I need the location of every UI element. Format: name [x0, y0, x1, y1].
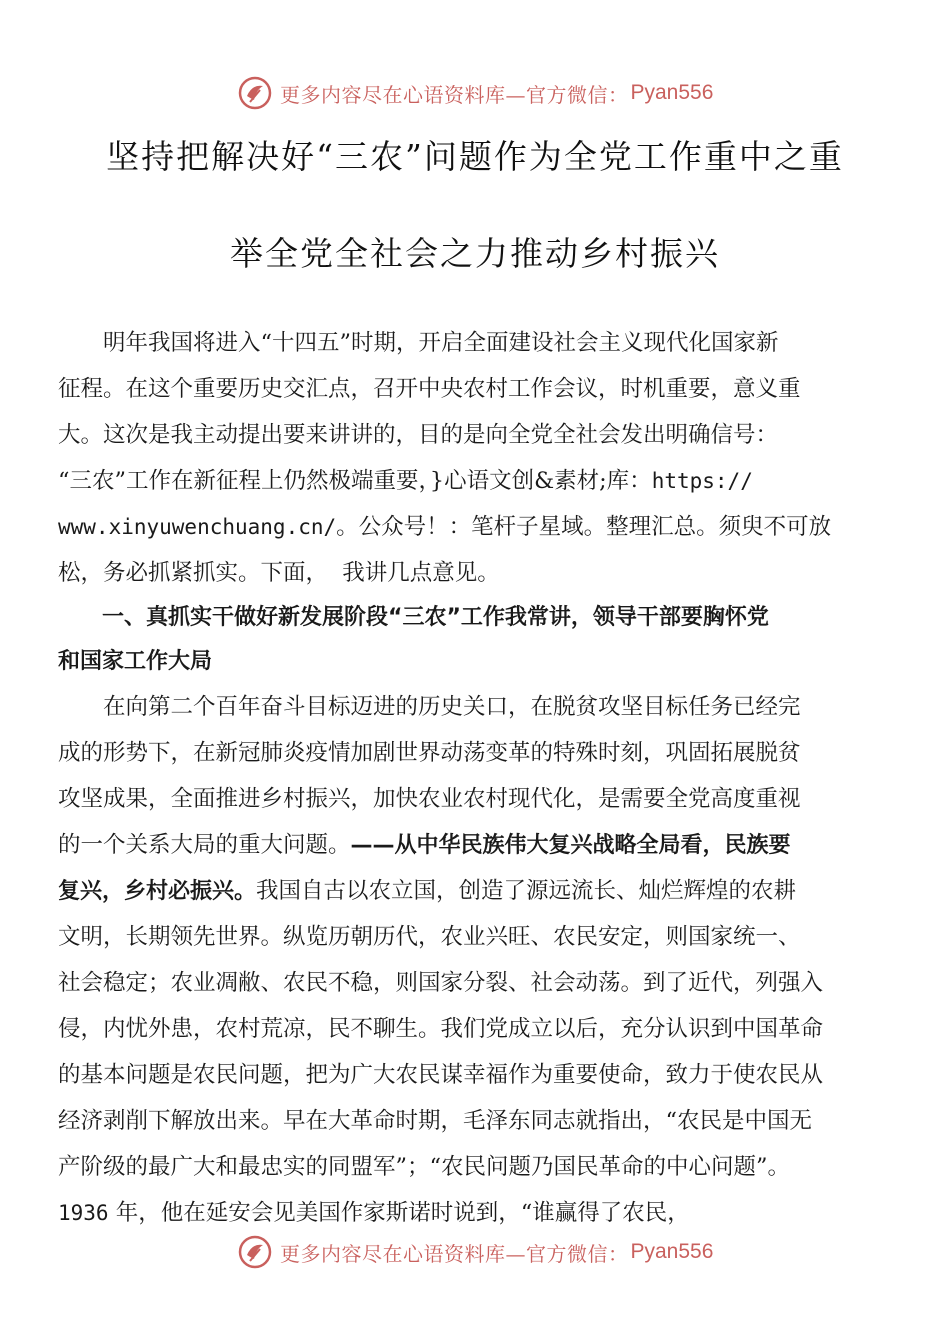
paragraph-2-line	[58, 1190, 900, 1236]
watermark-text: 更多内容尽在心语资料库—官方微信：	[280, 1241, 629, 1266]
logo-circle-icon	[238, 76, 272, 110]
paragraph-2-text: 我国自古以农立国，创造了源远流长、灿烂辉煌的农耕	[256, 878, 797, 904]
paragraph-2-line: 在向第二个百年奋斗目标迈进的历史关口，在脱贫攻坚目标任务已经完	[58, 694, 801, 720]
paragraph-1-line: 明年我国将进入“十四五”时期，开启全面建设社会主义现代化国家新	[58, 330, 779, 356]
emphasis-text: 复兴，乡村必振兴。	[58, 879, 257, 904]
paragraph-2-line: 的基本问题是农民问题，把为广大农民谋幸福作为重要使命，致力于使农民从	[58, 1062, 824, 1088]
paragraph-1-line	[58, 458, 900, 504]
paragraph-1-text: 。公众号！：笔杆子星域。整理汇总。须臾不可放	[336, 514, 832, 540]
document-body	[58, 320, 900, 1236]
paragraph-2-text: 年，他在延安会见美国作家斯诺时说到，“谁赢得了农民，	[108, 1200, 690, 1226]
paragraph-2-line: 攻坚成果，全面推进乡村振兴，加快农业农村现代化，是需要全党高度重视	[58, 786, 801, 812]
url-text: www.xinyuwenchuang.cn/	[58, 515, 337, 539]
document-title-line-2: 举全党全社会之力推动乡村振兴	[230, 234, 720, 273]
year-text: 1936	[58, 1201, 109, 1225]
paragraph-2-line: 经济剥削下解放出来。早在大革命时期，毛泽东同志就指出，“农民是中国无	[58, 1108, 813, 1134]
watermark-banner-top	[238, 73, 738, 113]
watermark-text: 更多内容尽在心语资料库—官方微信：	[280, 82, 629, 107]
paragraph-2-text: 的一个关系大局的重大问题。	[58, 832, 351, 858]
paragraph-1-line: 松，务必抓紧抓实。下面， 我讲几点意见。	[58, 560, 500, 586]
paragraph-2-line: 产阶级的最广大和最忠实的同盟军”；“农民问题乃国民革命的中心问题”。	[58, 1154, 791, 1180]
logo-circle-icon	[238, 1235, 272, 1269]
watermark-wechat-id: Pyan556	[630, 1240, 714, 1263]
paragraph-2-line: 文明，长期领先世界。纵览历朝历代，农业兴旺、农民安定，则国家统一、	[58, 924, 801, 950]
section-heading-line: 一、真抓实干做好新发展阶段“三农”工作我常讲，领导干部要胸怀党	[58, 605, 769, 630]
emphasis-text: ——从中华民族伟大复兴战略全局看，民族要	[350, 833, 791, 858]
url-text: https://	[651, 469, 753, 493]
document-title-line-1: 坚持把解决好“三农”问题作为全党工作重中之重	[106, 137, 844, 176]
paragraph-2-line: 侵，内忧外患，农村荒凉，民不聊生。我们党成立以后，充分认识到中国革命	[58, 1016, 824, 1042]
watermark-banner-bottom	[238, 1232, 738, 1272]
paragraph-1-text: “三农”工作在新征程上仍然极端重要，}心语文创&素材;库：	[58, 468, 652, 494]
paragraph-2-line: 社会稳定；农业凋敝、农民不稳，则国家分裂、社会动荡。到了近代，列强入	[58, 970, 824, 996]
paragraph-1-line: 征程。在这个重要历史交汇点，召开中央农村工作会议，时机重要，意义重	[58, 376, 801, 402]
section-heading-line: 和国家工作大局	[58, 649, 213, 674]
watermark-wechat-id: Pyan556	[630, 81, 714, 104]
paragraph-2-line	[58, 868, 900, 914]
paragraph-1-line	[58, 504, 900, 550]
paragraph-2-line: 成的形势下，在新冠肺炎疫情加剧世界动荡变革的特殊时刻，巩固拓展脱贫	[58, 740, 801, 766]
paragraph-1-line: 大。这次是我主动提出要来讲讲的，目的是向全党全社会发出明确信号：	[58, 422, 779, 448]
paragraph-2-line	[58, 822, 900, 868]
